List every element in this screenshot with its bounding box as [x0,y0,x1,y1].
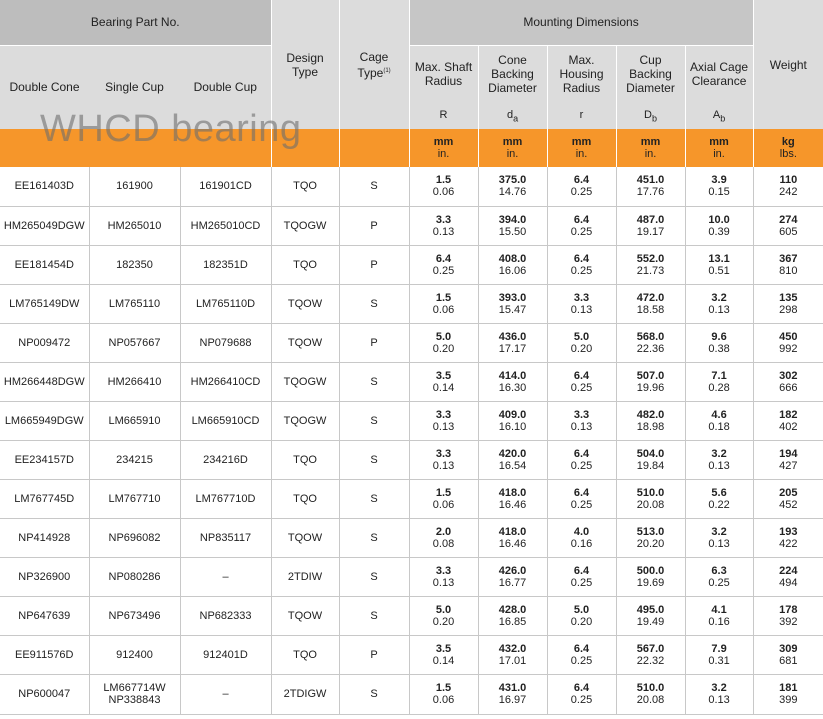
table-row [0,596,823,635]
single-cup-cell: LM665910 [89,401,180,440]
housing-radius-cell: 5.0 0.20 [547,323,616,362]
axial-cage-clearance-label: Axial Cage Clearance [690,59,749,88]
shaft-radius-cell: 3.3 0.13 [409,440,478,479]
cone-backing-cell: 428.0 16.85 [478,596,547,635]
single-cup-cell: LM667714W NP338843 [89,674,180,714]
double-cone-cell: NP414928 [0,518,89,557]
cup-backing-cell: 567.0 22.32 [616,635,685,674]
units-blank [180,129,271,167]
shaft-radius-cell: 5.0 0.20 [409,323,478,362]
axial-clearance-cell: 3.2 0.13 [685,674,753,714]
single-cup-cell: 182350 [89,245,180,284]
weight-cell: 367 810 [753,245,823,284]
double-cone-cell: LM765149DW [0,284,89,323]
cup-backing-cell: 510.0 20.08 [616,479,685,518]
cone-backing-cell: 393.0 15.47 [478,284,547,323]
axial-clearance-cell: 13.1 0.51 [685,245,753,284]
design-type-cell: TQO [271,245,339,284]
table-row [0,557,823,596]
double-cup-cell: LM765110D [180,284,271,323]
design-type-cell: TQOW [271,596,339,635]
housing-radius-cell: 6.4 0.25 [547,674,616,714]
cage-type-cell: S [339,596,409,635]
table-row [0,362,823,401]
design-type-cell: TQO [271,440,339,479]
table-row [0,635,823,674]
table-row [0,401,823,440]
double-cone-cell: LM665949DGW [0,401,89,440]
units-mm-in: mm in. [478,129,547,167]
axial-clearance-cell: 7.9 0.31 [685,635,753,674]
design-type-cell: TQOGW [271,401,339,440]
cup-backing-cell: 507.0 19.96 [616,362,685,401]
cone-backing-diameter-header [478,45,547,129]
cup-backing-cell: 510.0 20.08 [616,674,685,714]
cage-type-cell: P [339,245,409,284]
units-mm-in: mm in. [685,129,753,167]
single-cup-cell: 234215 [89,440,180,479]
cup-backing-cell: 568.0 22.36 [616,323,685,362]
weight-cell: 309 681 [753,635,823,674]
single-cup-cell: 161900 [89,167,180,206]
double-cup-cell: 234216D [180,440,271,479]
shaft-radius-label: Max. Shaft Radius [414,59,473,88]
axial-clearance-cell: 3.9 0.15 [685,167,753,206]
weight-cell: 194 427 [753,440,823,479]
shaft-radius-cell: 3.3 0.13 [409,557,478,596]
design-type-cell: TQOGW [271,206,339,245]
weight-cell: 181 399 [753,674,823,714]
housing-radius-cell: 6.4 0.25 [547,206,616,245]
axial-clearance-cell: 9.6 0.38 [685,323,753,362]
watermark: WHCD bearing [40,108,302,150]
cone-backing-cell: 408.0 16.06 [478,245,547,284]
housing-radius-cell: 6.4 0.25 [547,479,616,518]
cup-backing-cell: 500.0 19.69 [616,557,685,596]
cup-backing-cell: 482.0 18.98 [616,401,685,440]
design-type-cell: TQOW [271,323,339,362]
shaft-radius-cell: 5.0 0.20 [409,596,478,635]
housing-radius-cell: 4.0 0.16 [547,518,616,557]
double-cone-cell: HM266448DGW [0,362,89,401]
cone-backing-cell: 375.0 14.76 [478,167,547,206]
cup-backing-cell: 552.0 21.73 [616,245,685,284]
axial-clearance-cell: 3.2 0.13 [685,518,753,557]
housing-radius-cell: 6.4 0.25 [547,362,616,401]
shaft-radius-cell: 1.5 0.06 [409,479,478,518]
single-cup-cell: NP673496 [89,596,180,635]
cone-backing-cell: 418.0 16.46 [478,479,547,518]
single-cup-cell: HM266410 [89,362,180,401]
double-cone-cell: NP647639 [0,596,89,635]
housing-radius-cell: 6.4 0.25 [547,167,616,206]
cone-backing-cell: 436.0 17.17 [478,323,547,362]
axial-clearance-cell: 7.1 0.28 [685,362,753,401]
shaft-radius-cell: 1.5 0.06 [409,674,478,714]
housing-radius-cell: 6.4 0.25 [547,440,616,479]
axial-clearance-cell: 4.6 0.18 [685,401,753,440]
single-cup-header: Single Cup [89,45,180,129]
table-row [0,440,823,479]
cage-type-cell: S [339,674,409,714]
cage-type-cell: S [339,440,409,479]
cone-backing-cell: 431.0 16.97 [478,674,547,714]
table-row [0,674,823,714]
cage-type-cell: S [339,479,409,518]
cone-backing-cell: 394.0 15.50 [478,206,547,245]
axial-cage-clearance-header [685,45,753,129]
single-cup-cell: HM265010 [89,206,180,245]
cone-backing-diameter-label: Cone Backing Diameter [488,52,537,95]
double-cup-cell: 912401D [180,635,271,674]
table-row [0,167,823,206]
weight-cell: 274 605 [753,206,823,245]
double-cup-cell: 161901CD [180,167,271,206]
double-cup-cell: NP682333 [180,596,271,635]
axial-clearance-cell: 10.0 0.39 [685,206,753,245]
double-cup-cell: NP079688 [180,323,271,362]
design-type-cell: 2TDIW [271,557,339,596]
axial-clearance-cell: 3.2 0.13 [685,284,753,323]
cage-type-cell: S [339,518,409,557]
double-cup-header: Double Cup [180,45,271,129]
units-blank [339,129,409,167]
mounting-dimensions-header: Mounting Dimensions [409,0,753,45]
cup-backing-cell: 451.0 17.76 [616,167,685,206]
cone-backing-cell: 418.0 16.46 [478,518,547,557]
table-row [0,479,823,518]
table-row [0,245,823,284]
double-cone-cell: HM265049DGW [0,206,89,245]
cup-backing-cell: 495.0 19.49 [616,596,685,635]
double-cone-cell: EE161403D [0,167,89,206]
weight-cell: 450 992 [753,323,823,362]
housing-radius-cell: 5.0 0.20 [547,596,616,635]
cup-backing-diameter-symbol: $D_b$ [644,108,657,123]
cone-backing-cell: 414.0 16.30 [478,362,547,401]
housing-radius-cell: 6.4 0.25 [547,635,616,674]
weight-cell: 178 392 [753,596,823,635]
double-cup-cell: LM767710D [180,479,271,518]
shaft-radius-header [409,45,478,129]
design-type-cell: TQO [271,479,339,518]
single-cup-cell: NP696082 [89,518,180,557]
axial-clearance-cell: 4.1 0.16 [685,596,753,635]
cup-backing-diameter-label: Cup Backing Diameter [626,52,675,95]
housing-radius-cell: 6.4 0.25 [547,557,616,596]
cage-type-footnote: (1) [383,67,391,74]
design-type-cell: 2TDIGW [271,674,339,714]
double-cone-header: Double Cone [0,45,89,129]
double-cup-cell: LM665910CD [180,401,271,440]
axial-clearance-cell: 5.6 0.22 [685,479,753,518]
table-row [0,518,823,557]
double-cone-cell: NP326900 [0,557,89,596]
units-mm-in: mm in. [547,129,616,167]
axial-cage-clearance-symbol: $A_b$ [712,108,726,123]
single-cup-cell: NP057667 [89,323,180,362]
cone-backing-cell: 420.0 16.54 [478,440,547,479]
housing-radius-cell: 6.4 0.25 [547,245,616,284]
double-cup-cell: – [180,557,271,596]
housing-radius-symbol: r [579,108,584,121]
cone-backing-cell: 409.0 16.10 [478,401,547,440]
shaft-radius-cell: 1.5 0.06 [409,167,478,206]
double-cone-cell: EE911576D [0,635,89,674]
cone-backing-cell: 432.0 17.01 [478,635,547,674]
cage-type-cell: P [339,323,409,362]
design-type-cell: TQOGW [271,362,339,401]
double-cone-cell: NP600047 [0,674,89,714]
shaft-radius-cell: 3.3 0.13 [409,401,478,440]
weight-cell: 224 494 [753,557,823,596]
design-type-cell: TQO [271,167,339,206]
cage-type-cell: S [339,362,409,401]
cage-type-cell: P [339,635,409,674]
cage-type-cell: S [339,401,409,440]
units-blank [271,129,339,167]
cage-type-header [339,0,409,129]
shaft-radius-cell: 1.5 0.06 [409,284,478,323]
double-cup-cell: HM265010CD [180,206,271,245]
double-cup-cell: HM266410CD [180,362,271,401]
units-blank [89,129,180,167]
table-row [0,206,823,245]
weight-header: Weight [753,0,823,129]
cage-type-cell: S [339,557,409,596]
double-cup-cell: NP835117 [180,518,271,557]
shaft-radius-cell: 3.3 0.13 [409,206,478,245]
housing-radius-header [547,45,616,129]
double-cone-cell: NP009472 [0,323,89,362]
axial-clearance-cell: 3.2 0.13 [685,440,753,479]
weight-cell: 205 452 [753,479,823,518]
design-type-header [271,0,339,129]
cup-backing-cell: 472.0 18.58 [616,284,685,323]
cone-backing-diameter-symbol: $d_a$ [506,108,519,123]
design-type-cell: TQOW [271,284,339,323]
units-mm-in: mm in. [409,129,478,167]
cup-backing-diameter-header [616,45,685,129]
cage-type-cell: S [339,284,409,323]
double-cone-cell: EE234157D [0,440,89,479]
single-cup-cell: NP080286 [89,557,180,596]
design-type-label: Design Type [286,50,324,79]
shaft-radius-symbol: R [439,108,448,121]
cage-type-cell: S [339,167,409,206]
housing-radius-cell: 3.3 0.13 [547,284,616,323]
table-row [0,323,823,362]
shaft-radius-cell: 6.4 0.25 [409,245,478,284]
housing-radius-label: Max. Housing Radius [559,52,604,95]
table-row [0,284,823,323]
weight-cell: 182 402 [753,401,823,440]
shaft-radius-cell: 3.5 0.14 [409,635,478,674]
cage-type-label: Cage Type [357,49,389,80]
units-blank [0,129,89,167]
double-cup-cell: – [180,674,271,714]
cup-backing-cell: 487.0 19.17 [616,206,685,245]
cone-backing-cell: 426.0 16.77 [478,557,547,596]
bearing-part-no-header: Bearing Part No. [0,0,271,45]
axial-clearance-cell: 6.3 0.25 [685,557,753,596]
design-type-cell: TQOW [271,518,339,557]
weight-cell: 193 422 [753,518,823,557]
double-cup-cell: 182351D [180,245,271,284]
units-mm-in: mm in. [616,129,685,167]
weight-cell: 110 242 [753,167,823,206]
cup-backing-cell: 504.0 19.84 [616,440,685,479]
weight-cell: 302 666 [753,362,823,401]
double-cone-cell: LM767745D [0,479,89,518]
single-cup-cell: LM765110 [89,284,180,323]
double-cone-cell: EE181454D [0,245,89,284]
units-kg-lbs: kg lbs. [753,129,823,167]
shaft-radius-cell: 3.5 0.14 [409,362,478,401]
single-cup-cell: LM767710 [89,479,180,518]
weight-cell: 135 298 [753,284,823,323]
single-cup-cell: 912400 [89,635,180,674]
housing-radius-cell: 3.3 0.13 [547,401,616,440]
shaft-radius-cell: 2.0 0.08 [409,518,478,557]
cage-type-cell: P [339,206,409,245]
cup-backing-cell: 513.0 20.20 [616,518,685,557]
design-type-cell: TQO [271,635,339,674]
